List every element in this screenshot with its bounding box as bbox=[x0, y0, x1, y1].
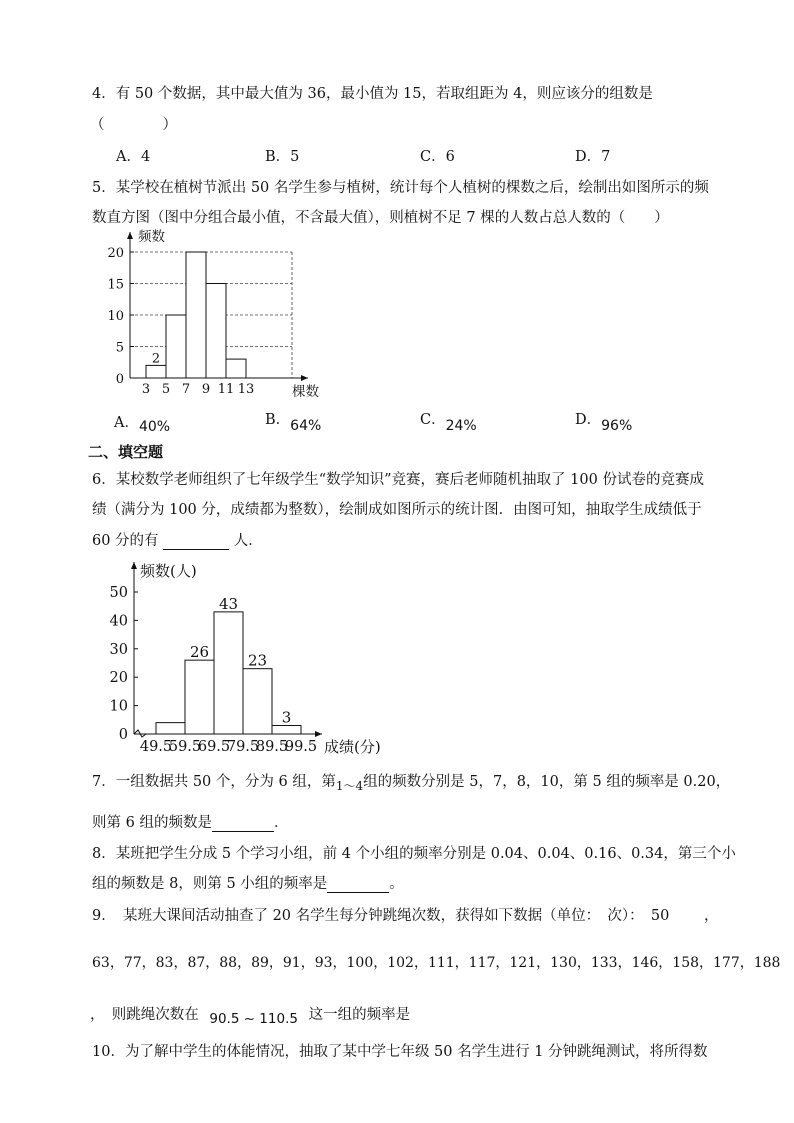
q7-sub-1: 1 bbox=[335, 779, 344, 793]
y-tick-label: 50 bbox=[109, 585, 128, 601]
q4-option-b: B．5 bbox=[265, 149, 300, 165]
q7-text-line2 bbox=[92, 811, 288, 832]
y-tick-label: 40 bbox=[109, 613, 128, 630]
q4-text: 4．有 50 个数据，其中最大值为 36，最小值为 15，若取组距为 4，则应该分的组数是 bbox=[92, 86, 653, 102]
histogram-bar bbox=[186, 252, 206, 378]
bar-data-label: 2 bbox=[151, 351, 161, 367]
y-tick-label: 5 bbox=[115, 340, 124, 356]
histogram-bar bbox=[166, 315, 186, 378]
y-tick-label: 15 bbox=[107, 277, 124, 293]
histogram-bar bbox=[226, 359, 246, 378]
x-tick-label: 89.5 bbox=[255, 739, 289, 755]
q7-text-line1 bbox=[92, 770, 730, 791]
histogram-bar bbox=[243, 669, 272, 734]
q6-suffix: 人． bbox=[233, 533, 263, 549]
q7-line2-suffix: ． bbox=[273, 815, 289, 831]
y-tick-label: 20 bbox=[107, 246, 124, 261]
option-letter: C． bbox=[420, 412, 446, 428]
q8-text-line1: 8．某班把学生分成 5 个学习小组，前 4 个小组的频率分别是 0.04、0.04、0.16、0.34，第三个小 bbox=[92, 846, 736, 862]
q9-text-line3 bbox=[90, 1003, 411, 1027]
q5-option-a bbox=[114, 411, 171, 435]
y-tick-label: 10 bbox=[109, 698, 128, 715]
x-tick-label: 9 bbox=[201, 382, 211, 397]
q4-answer-paren: （ ） bbox=[90, 117, 177, 133]
histogram-bar bbox=[272, 725, 301, 734]
q7-sub-tilde: ～ bbox=[343, 779, 356, 793]
q8-line2-suffix: 。 bbox=[389, 876, 404, 892]
bar-data-label: 3 bbox=[281, 708, 292, 727]
q4-option-d: D．7 bbox=[575, 149, 611, 165]
x-tick-label: 13 bbox=[237, 382, 255, 397]
q9-line3-prefix: ， 则跳绳次数在 bbox=[90, 1007, 199, 1023]
q5-option-d bbox=[575, 408, 633, 434]
q5-option-c bbox=[420, 408, 477, 434]
x-tick-label: 3 bbox=[141, 382, 151, 397]
y-tick-label: 30 bbox=[109, 641, 128, 658]
q9-text-line1-comma: ， bbox=[704, 908, 719, 924]
x-axis-arrow bbox=[315, 731, 322, 737]
q6-text-line2: 绩（满分为 100 分，成绩都为整数），绘制成如图所示的统计图．由图可知，抽取学生成绩低于 bbox=[92, 502, 702, 518]
x-tick-label: 11 bbox=[217, 382, 235, 397]
x-tick-label: 5 bbox=[161, 382, 171, 397]
y-axis-arrow bbox=[127, 232, 133, 239]
y-tick-label: 0 bbox=[115, 372, 124, 387]
option-value: 40% bbox=[138, 419, 171, 435]
x-tick-label: 99.5 bbox=[284, 739, 318, 755]
histogram-bar bbox=[214, 612, 243, 734]
q7-line2-prefix: 则第 6 组的频数是 bbox=[92, 815, 212, 831]
q9-range: 90.5 ~ 110.5 bbox=[209, 1011, 298, 1027]
x-tick-label: 79.5 bbox=[226, 739, 260, 755]
y-tick-label: 10 bbox=[107, 309, 124, 324]
q7-answer-blank[interactable] bbox=[212, 817, 274, 832]
q6-text-line1: 6．某校数学老师组织了七年级学生“数学知识”竞赛，赛后老师随机抽取了 100 份试卷的竞赛成 bbox=[92, 472, 704, 488]
q10-text-line1: 10．为了解中学生的体能情况，抽取了某中学七年级 50 名学生进行 1 分钟跳绳测试，将所得数 bbox=[92, 1044, 708, 1060]
x-tick-label: 59.5 bbox=[168, 739, 202, 755]
q8-line2-prefix: 组的频数是 8，则第 5 小组的频率是 bbox=[92, 876, 328, 892]
q6-text-line3 bbox=[92, 529, 263, 550]
x-tick-label: 7 bbox=[181, 382, 191, 397]
bar-data-label: 43 bbox=[218, 594, 239, 613]
y-tick-label: 20 bbox=[109, 670, 128, 687]
option-letter: B． bbox=[265, 412, 291, 428]
q4-option-a: A．4 bbox=[116, 149, 151, 165]
q7-suffix: 组的频数分别是 5，7，8，10，第 5 组的频率是 0.20， bbox=[363, 774, 731, 790]
x-axis-label: 成绩(分) bbox=[324, 738, 381, 756]
q9-text-line2: 63，77，83，87，88，89，91，93，100，102，111，117，121，130，133，146，158，177，188 bbox=[92, 955, 781, 971]
q6-prefix: 60 分的有 bbox=[92, 533, 159, 549]
q5-text-line2: 数直方图（图中分组合最小值，不含最大值），则植树不足 7 棵的人数占总人数的（ ） bbox=[92, 210, 669, 226]
histogram-bar bbox=[156, 723, 185, 734]
q6-answer-blank[interactable] bbox=[163, 535, 229, 550]
histogram-bar bbox=[146, 365, 166, 378]
y-axis-label: 频数 bbox=[138, 229, 165, 245]
q5-text-line1: 5．某学校在植树节派出 50 名学生参与植树，统计每个人植树的棵数之后，绘制出如图所示的频 bbox=[92, 180, 709, 196]
option-letter: A． bbox=[114, 415, 139, 431]
q8-text-line2 bbox=[92, 872, 404, 893]
q9-text-line1: 9． 某班大课间活动抽查了 20 名学生每分钟跳绳次数，获得如下数据（单位： 次）： 50 bbox=[92, 908, 670, 924]
y-axis-label: 频数(人) bbox=[140, 562, 197, 580]
bar-data-label: 23 bbox=[247, 651, 268, 670]
option-value: 24% bbox=[445, 418, 477, 434]
histogram-bar bbox=[185, 660, 214, 734]
q4-option-c: C．6 bbox=[420, 149, 455, 165]
q7-prefix: 7．一组数据共 50 个，分为 6 组，第 bbox=[92, 774, 336, 790]
q6-histogram bbox=[104, 556, 404, 756]
q7-sub-4: 4 bbox=[355, 779, 364, 793]
option-value: 96% bbox=[601, 418, 633, 434]
x-axis-label: 棵数 bbox=[292, 384, 319, 400]
x-axis-arrow bbox=[301, 375, 308, 381]
bar-data-label: 26 bbox=[189, 643, 210, 662]
histogram-bar bbox=[206, 284, 226, 379]
y-tick-label: 0 bbox=[118, 727, 128, 743]
q8-answer-blank[interactable] bbox=[327, 878, 389, 893]
option-letter: D． bbox=[575, 412, 602, 428]
q5-option-b bbox=[265, 408, 322, 434]
q5-histogram bbox=[96, 226, 346, 402]
section-title-fill-in: 二、填空题 bbox=[88, 443, 164, 461]
x-tick-label: 49.5 bbox=[139, 739, 173, 755]
q9-line3-suffix: 这一组的频率是 bbox=[308, 1007, 411, 1023]
option-value: 64% bbox=[290, 418, 322, 434]
x-tick-label: 69.5 bbox=[197, 739, 231, 755]
y-axis-arrow bbox=[131, 562, 137, 569]
